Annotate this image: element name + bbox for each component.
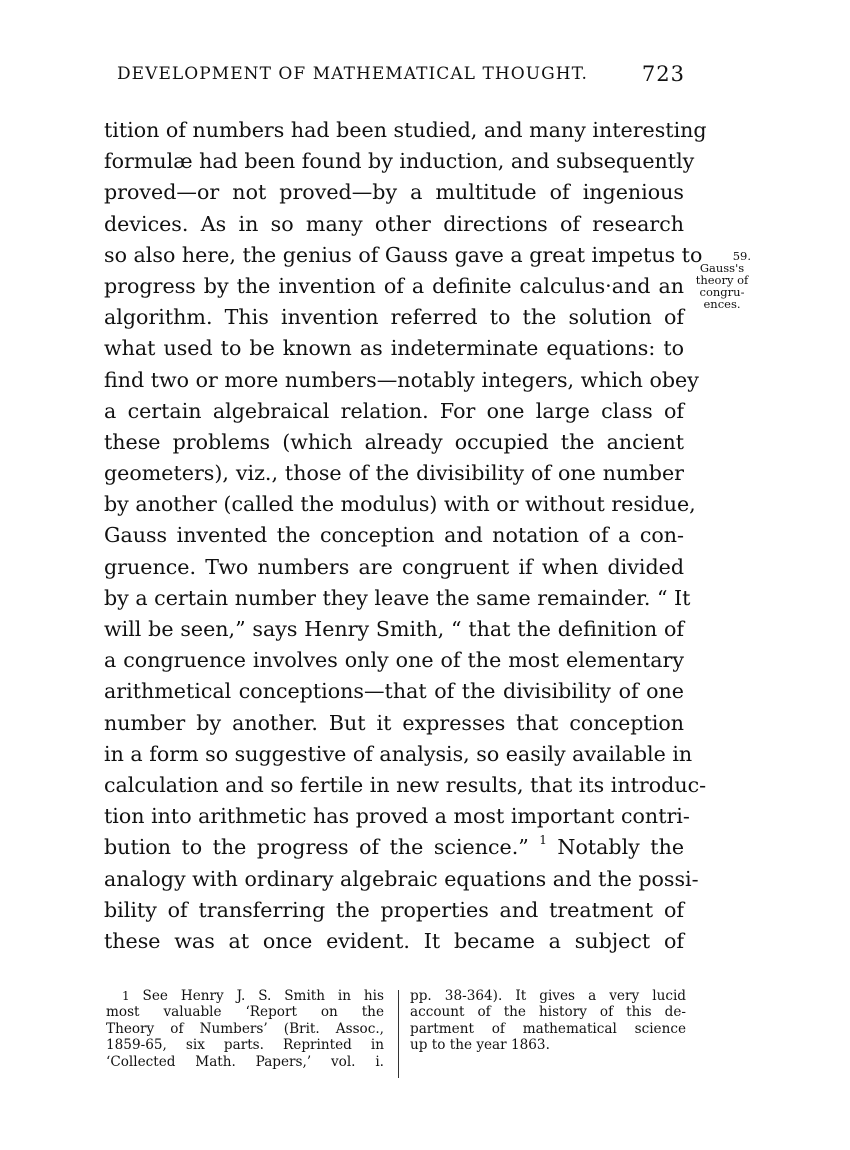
text-line: algorithm. This invention referred to the solution of: [104, 305, 684, 330]
footnote-line: up to the year 1863.: [410, 1037, 550, 1054]
footnote-area: [106, 988, 686, 1080]
text-line: Gauss invented the conception and notation of a con-: [104, 523, 684, 548]
text-line: a congruence involves only one of the most elementary: [104, 648, 684, 673]
marginal-note-line: ences.: [703, 297, 741, 311]
text-line-segment: bution to the progress of the science.”: [104, 835, 529, 860]
body-text: [104, 115, 707, 957]
text-line: proved—or not proved—by a multitude of ingenious: [104, 180, 684, 205]
footnote-line: account of the history of this de-: [410, 1004, 686, 1021]
page-number: 723: [641, 62, 685, 86]
footnote-marker: 1: [122, 989, 130, 1003]
marginal-note-line: congru-: [699, 285, 745, 299]
text-line: bility of transferring the properties and treatment of: [104, 897, 684, 922]
text-line: find two or more numbers—notably integers, which obey: [104, 367, 699, 392]
footnote-line: partment of mathematical science: [410, 1020, 686, 1037]
footnote-line: most valuable ‘Report on the: [106, 1004, 384, 1021]
text-line-with-footnote-ref: [104, 832, 684, 863]
text-line: these was at once evident. It became a subject of: [104, 928, 684, 953]
text-line: in a form so suggestive of analysis, so easily available in: [104, 741, 693, 766]
text-line: tition of numbers had been studied, and many interesting: [104, 118, 707, 142]
text-line: devices. As in so many other directions of research: [104, 211, 684, 236]
marginal-note-line: theory of: [695, 273, 749, 287]
footnote-right-column: [410, 988, 686, 1054]
text-line: by another (called the modulus) with or without residue,: [104, 492, 696, 517]
text-line: number by another. But it expresses that conception: [104, 710, 684, 735]
footnote-line-text: See Henry J. S. Smith in his: [142, 988, 384, 1004]
footnote-line: [106, 988, 384, 1004]
text-line: analogy with ordinary algebraic equations and the possi-: [104, 866, 699, 891]
text-line: formulæ had been found by induction, and subsequently: [104, 149, 695, 174]
marginal-note-number: 59.: [732, 249, 751, 263]
footnote-column-divider: [398, 990, 399, 1078]
footnote-left-column: [106, 988, 384, 1070]
text-line: arithmetical conceptions—that of the divisibility of one: [104, 679, 684, 704]
footnote-line: ‘Collected Math. Papers,’ vol. i.: [106, 1053, 384, 1070]
footnote-reference[interactable]: 1: [539, 833, 547, 848]
text-line: calculation and so fertile in new results, that its introduc-: [104, 772, 707, 797]
text-line: progress by the invention of a definite calculus·and an: [104, 273, 684, 298]
text-line: what used to be known as indeterminate equations: to: [104, 336, 684, 361]
text-line-segment: Notably the: [557, 835, 685, 860]
running-title: DEVELOPMENT OF MATHEMATICAL THOUGHT.: [117, 64, 588, 84]
running-head: [117, 62, 685, 90]
text-line: tion into arithmetic has proved a most important contri-: [104, 804, 690, 829]
text-line: will be seen,” says Henry Smith, “ that the definition of: [104, 617, 684, 641]
text-line: geometers), viz., those of the divisibility of one number: [104, 461, 684, 486]
marginal-note: [687, 250, 757, 310]
text-line: so also here, the genius of Gauss gave a great impetus to: [104, 242, 703, 267]
text-line: gruence. Two numbers are congruent if when divided: [104, 554, 684, 579]
footnote-line: 1859-65, six parts. Reprinted in: [106, 1037, 384, 1054]
footnote-line: pp. 38-364). It gives a very lucid: [410, 988, 686, 1004]
text-line: these problems (which already occupied the ancient: [104, 429, 684, 454]
marginal-note-line: Gauss's: [699, 261, 745, 275]
text-line: by a certain number they leave the same remainder. “ It: [104, 585, 691, 610]
text-line: a certain algebraical relation. For one large class of: [104, 398, 684, 423]
footnote-line: Theory of Numbers’ (Brit. Assoc.,: [106, 1020, 384, 1037]
